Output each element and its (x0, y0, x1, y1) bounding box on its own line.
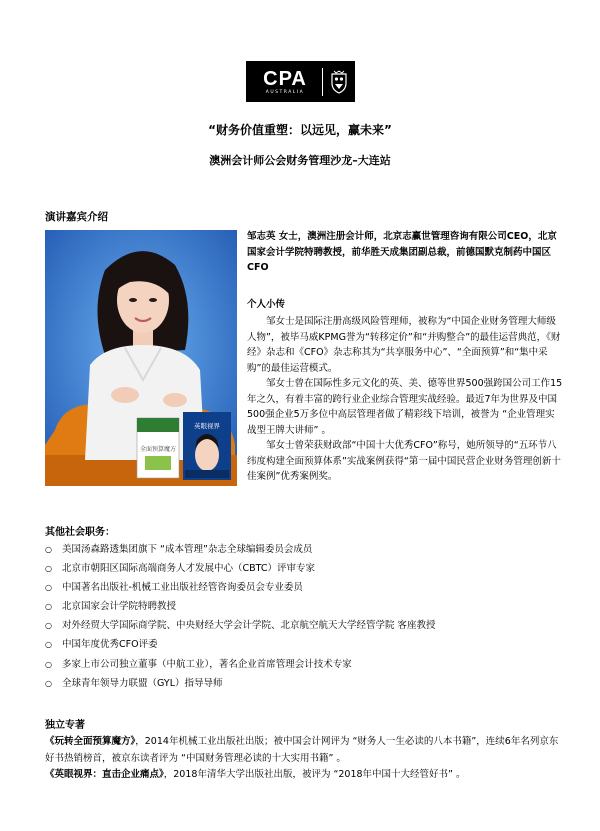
logo-wordmark: CPA (263, 67, 307, 90)
profile-paragraph: 邹女士是国际注册高级风险管理师，被称为“中国企业财务管理大师级人物”，被毕马威KPMG誉为“转移定价”和“并购整合”的最佳运营典范，《财经》杂志和《CFO》杂志称其为“共享服务中心”、“全面预算”和“集中采购”的最佳运营模式。 (247, 316, 561, 374)
profile-body (247, 314, 563, 485)
list-item: ○ 中国年度优秀CFO评委 (45, 635, 565, 654)
list-item: ○ 美国汤森路透集团旗下 “成本管理”杂志全球编辑委员会成员 (45, 540, 565, 559)
book-a-title: 全面预算魔方 (139, 446, 177, 453)
event-title: “财务价值重塑：以远见，赢未来” (208, 123, 392, 137)
roles-list (45, 540, 565, 693)
book-description: ，2018年清华大学出版社出版，被评为 “2018年中国十大经管好书” 。 (163, 769, 466, 780)
speaker-section-heading: 演讲嘉宾介绍 (45, 211, 108, 223)
profile-paragraph: 邹女士曾在国际性多元文化的英、美、德等世界500强跨国公司工作15年之久，有着丰富的跨行业企业综合管理实战经验。最近7年为世界及中国500强企业5万多位中高层管理者做了精彩线下培训，被誉为 “企业管理实战型王牌大讲师” 。 (247, 378, 563, 436)
list-item: ○ 中国著名出版社-机械工业出版社经管咨询委员会专业委员 (45, 578, 565, 597)
list-item: ○ 对外经贸大学国际商学院、中央财经大学会计学院、北京航空航天大学经管学院 客座教授 (45, 616, 565, 635)
logo-subtext: AUSTRALIA (265, 89, 305, 95)
speaker-photo (45, 230, 237, 486)
profile-heading: 个人小传 (247, 299, 286, 310)
speaker-photo-illustration (45, 230, 237, 486)
event-subtitle: 澳洲会计师公会财务管理沙龙–大连站 (209, 154, 391, 167)
profile-paragraph: 邹女士曾荣获财政部“中国十大优秀CFO”称号，她所领导的“五环节八纬度构建全面预算体系”实战案例获得“第一届中国民营企业财务管理创新十佳案例”优秀案例奖。 (247, 440, 561, 482)
book-description: ，2014年机械工业出版社出版；被中国会计网评为 “财务人一生必读的八本书籍”，连续6年名列京东好书热销榜首，被京东读者评为 “中国财务管理必读的十大实用书籍” 。 (45, 736, 559, 764)
book-cover-vision (183, 412, 231, 480)
cpa-australia-logo (246, 61, 355, 102)
book-title: 《英眼视界：直击企业痛点》 (45, 769, 164, 780)
book-b-title: 英眼视界 (194, 422, 220, 430)
book-entry (45, 734, 565, 767)
crest-icon (330, 70, 348, 94)
book-cover-budget (137, 418, 179, 478)
logo-divider (322, 68, 323, 96)
books-heading: 独立专著 (45, 720, 85, 731)
book-title: 《玩转全面预算魔方》 (45, 736, 136, 747)
speaker-headline: 邹志英 女士，澳洲注册会计师，北京志赢世管理咨询有限公司CEO，北京国家会计学院特聘教授，前华胜天成集团副总裁，前德国默克制药中国区CFO (247, 231, 557, 273)
list-item: ○ 多家上市公司独立董事（中航工业），著名企业首席管理会计技术专家 (45, 655, 565, 674)
roles-heading: 其他社会职务： (45, 527, 115, 538)
books-list (45, 734, 565, 784)
list-item: ○ 全球青年领导力联盟（GYL）指导导师 (45, 674, 565, 693)
book-entry (45, 767, 565, 784)
list-item: ○ 北京市朝阳区国际高端商务人才发展中心（CBTC）评审专家 (45, 559, 565, 578)
list-item: ○ 北京国家会计学院特聘教授 (45, 597, 565, 616)
